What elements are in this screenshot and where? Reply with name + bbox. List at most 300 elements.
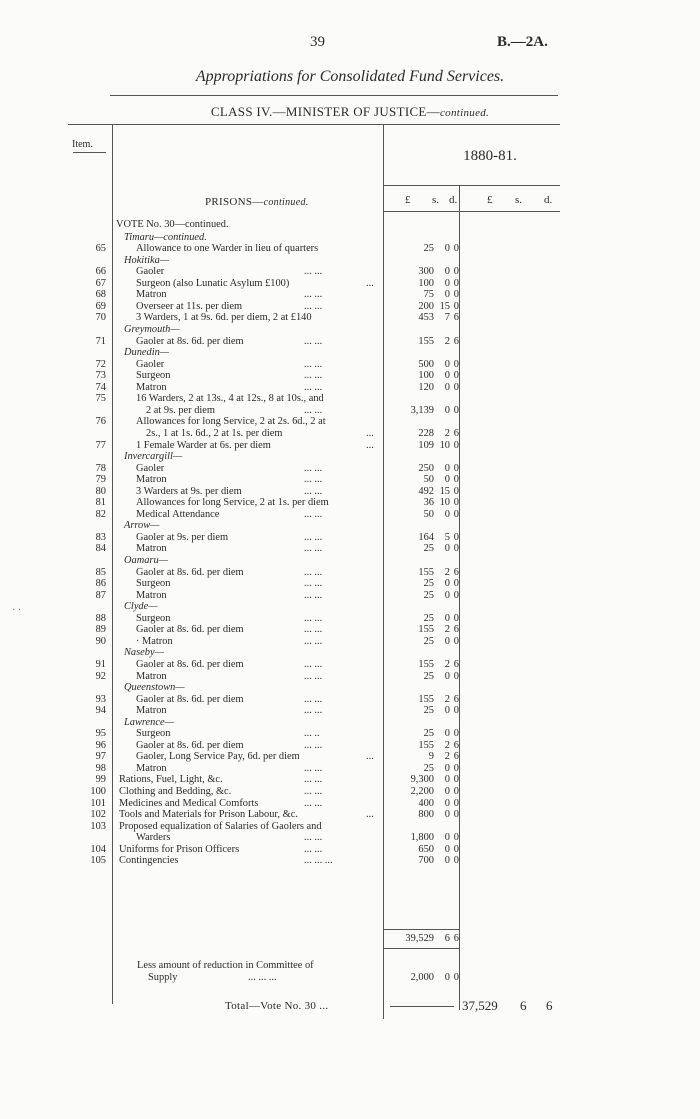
amount-pounds: 155: [418, 624, 434, 636]
item-header-rule: [73, 152, 106, 153]
item-description: Surgeon: [136, 612, 171, 624]
leader-dots: ... ...: [304, 335, 323, 347]
item-number: 98: [95, 762, 106, 774]
table-row: [0, 798, 560, 809]
reduction-pence: 0: [453, 972, 459, 983]
item-number: 73: [95, 370, 106, 382]
amount-pounds: 25: [423, 243, 434, 255]
item-column-header: Item.: [72, 139, 93, 150]
amount-pence: 0: [453, 809, 459, 821]
item-number: 74: [95, 381, 106, 393]
table-row: [0, 509, 560, 520]
subtotal-bottom-rule: [384, 948, 460, 949]
item-number: 94: [95, 705, 106, 717]
table-row: [0, 486, 560, 497]
item-description: Overseer at 11s. per diem: [136, 300, 243, 312]
amount-pence: 0: [453, 855, 459, 867]
table-row: [0, 266, 560, 277]
item-description: Allowance to one Warder in lieu of quarters: [136, 243, 319, 255]
amount-pounds: 1,800: [410, 832, 434, 844]
district-heading: [0, 451, 560, 462]
amount-pounds: 400: [418, 797, 434, 809]
leader-dots: ... ...: [304, 358, 323, 370]
amount-pence: 0: [453, 728, 459, 740]
vote-total-label-rest: —Vote No. 30: [248, 1000, 317, 1012]
item-number: 90: [95, 635, 106, 647]
amount-shillings: 2: [444, 427, 450, 439]
item-description: Proposed equalization of Salaries of Gaolers and: [119, 820, 322, 832]
item-description: Gaoler: [136, 462, 165, 474]
leader-dots: ... ...: [304, 739, 323, 751]
total-dash-rule: [390, 1006, 454, 1007]
amount-pence: 6: [453, 566, 459, 578]
item-description: 2s., 1 at 1s. 6d., 2 at 1s. per diem: [146, 427, 283, 439]
amount-pence: 0: [453, 797, 459, 809]
table-row: [0, 786, 560, 797]
item-description: Timaru—continued.: [124, 231, 207, 243]
leader-dots: ... ...: [304, 531, 323, 543]
leader-dots: ... ..: [304, 728, 320, 740]
class-heading: [0, 104, 700, 120]
item-number: 75: [95, 393, 106, 405]
item-number: 103: [90, 820, 106, 832]
col-header-pounds-2: £: [487, 194, 493, 206]
amount-pence: 0: [453, 266, 459, 278]
amount-shillings: 2: [444, 739, 450, 751]
item-number: 76: [95, 416, 106, 428]
table-row: [0, 463, 560, 474]
vote-heading: [0, 219, 560, 230]
table-row: [0, 855, 560, 866]
leader-dots: ... ...: [304, 693, 323, 705]
table-row: [0, 359, 560, 370]
item-description: 2 at 9s. per diem: [146, 404, 215, 416]
item-description: 1 Female Warder at 6s. per diem: [136, 439, 271, 451]
amount-shillings: 2: [444, 335, 450, 347]
item-number: 81: [95, 497, 106, 509]
table-row: [0, 312, 560, 323]
amount-pounds: 25: [423, 635, 434, 647]
district-heading: [0, 347, 560, 358]
amount-pence: 0: [453, 762, 459, 774]
vote-total-pence: 6: [546, 998, 553, 1013]
amount-pence: 0: [453, 589, 459, 601]
table-row: [0, 671, 560, 682]
item-number: 89: [95, 624, 106, 636]
table-row: [0, 809, 560, 820]
amount-pence: 0: [453, 786, 459, 797]
amount-pence: 0: [453, 289, 459, 301]
item-description: Queenstown—: [124, 682, 185, 693]
leader-dots: ... ...: [304, 797, 323, 809]
table-row: [0, 763, 560, 774]
table-row: [0, 821, 560, 832]
table-row: [0, 624, 560, 635]
amount-pence: 6: [453, 751, 459, 763]
leader-dots: ... ...: [304, 589, 323, 601]
table-row: [0, 497, 560, 508]
amount-shillings: 2: [444, 624, 450, 636]
subtotal-top-rule: [384, 929, 460, 930]
amount-pence: 6: [453, 624, 459, 636]
leader-dots: ... ...: [304, 774, 323, 786]
amount-pounds: 155: [418, 335, 434, 347]
amount-shillings: 0: [444, 578, 450, 589]
item-description: Warders: [136, 832, 171, 844]
item-description: Surgeon: [136, 370, 171, 382]
col-header-pence-2: d.: [544, 194, 553, 206]
subtotal-shillings: 6: [444, 933, 450, 944]
item-description: Gaoler at 8s. 6d. per diem: [136, 693, 244, 705]
item-number: 93: [95, 693, 106, 705]
amount-pounds: 75: [423, 289, 434, 301]
leader-dots: ... ...: [304, 300, 323, 312]
amount-pence: 0: [453, 531, 459, 543]
leader-dots: ... ...: [304, 404, 323, 416]
item-number: 96: [95, 739, 106, 751]
title-rule: [110, 95, 558, 96]
item-number: 87: [95, 589, 106, 601]
item-description: Lawrence—: [124, 716, 174, 728]
column-header-rule: [384, 211, 560, 212]
item-description: Gaoler at 8s. 6d. per diem: [136, 658, 244, 670]
district-heading: [0, 255, 560, 266]
amount-pence: 0: [453, 543, 459, 555]
amount-pounds: 500: [418, 358, 434, 370]
col-header-shillings-2: s.: [515, 194, 523, 206]
item-description: Matron: [136, 543, 167, 555]
item-description: Tools and Materials for Prison Labour, &c.: [119, 809, 298, 821]
amount-pence: 0: [453, 832, 459, 844]
amount-pounds: 228: [418, 427, 434, 439]
class-heading-main: CLASS IV.—MINISTER OF JUSTICE—: [210, 104, 440, 119]
table-row: [0, 428, 560, 439]
amount-pounds: 25: [423, 543, 434, 555]
district-heading: [0, 232, 560, 243]
item-description: Gaoler: [136, 358, 165, 370]
item-description: Matron: [136, 670, 167, 682]
amount-pounds: 2,200: [410, 786, 434, 797]
leader-dots: ... ...: [304, 658, 323, 670]
amount-shillings: 5: [444, 531, 450, 543]
subtotal-row: [0, 933, 560, 944]
amount-pence: 0: [453, 474, 459, 486]
item-description: Gaoler at 8s. 6d. per diem: [136, 624, 244, 636]
page-title: Appropriations for Consolidated Fund Services.: [195, 68, 505, 85]
item-number: 78: [95, 462, 106, 474]
amount-shillings: 0: [444, 474, 450, 486]
leader-dots: ... ...: [304, 670, 323, 682]
amount-pence: 0: [453, 774, 459, 786]
item-description: Dunedin—: [124, 347, 170, 359]
item-description: Matron: [136, 589, 167, 601]
item-number: 88: [95, 612, 106, 624]
amount-shillings: 2: [444, 751, 450, 763]
amount-shillings: 0: [444, 832, 450, 844]
table-row: [0, 832, 560, 843]
amount-pounds: 155: [418, 739, 434, 751]
item-description: 3 Warders, 1 at 9s. 6d. per diem, 2 at £140: [136, 312, 312, 324]
amount-pounds: 9,300: [410, 774, 434, 786]
amount-pounds: 50: [423, 474, 434, 486]
item-number: 82: [95, 508, 106, 520]
item-description: Medical Attendance: [136, 508, 220, 520]
amount-pounds: 492: [418, 485, 434, 497]
leader-dots: ... ... ...: [304, 855, 333, 867]
amount-shillings: 0: [444, 243, 450, 255]
leader-dots: ... ...: [304, 624, 323, 636]
leader-dots: ... ...: [304, 612, 323, 624]
table-row: [0, 578, 560, 589]
item-description: Arrow—: [124, 520, 160, 532]
amount-pence: 0: [453, 381, 459, 393]
amount-pounds: 25: [423, 670, 434, 682]
amount-pounds: 25: [423, 578, 434, 589]
amount-shillings: 0: [444, 266, 450, 278]
amount-pence: 0: [453, 485, 459, 497]
amount-shillings: 0: [444, 786, 450, 797]
leader-dots: ...: [366, 751, 374, 763]
amount-pounds: 200: [418, 300, 434, 312]
amount-shillings: 0: [444, 589, 450, 601]
item-number: 71: [95, 335, 106, 347]
amount-shillings: 0: [444, 404, 450, 416]
amount-pence: 6: [453, 335, 459, 347]
item-number: 95: [95, 728, 106, 740]
item-description: Matron: [136, 381, 167, 393]
table-row: [0, 301, 560, 312]
leader-dots: ... ...: [304, 578, 323, 589]
item-description: Clyde—: [124, 601, 158, 613]
item-description: Naseby—: [124, 647, 164, 659]
item-number: 67: [95, 277, 106, 289]
leader-dots: ... ...: [304, 462, 323, 474]
amount-shillings: 0: [444, 762, 450, 774]
table-top-rule: [68, 124, 560, 125]
page-number: 39: [310, 34, 325, 50]
amount-pence: 0: [453, 404, 459, 416]
amount-pounds: 25: [423, 728, 434, 740]
item-description: Allowances for long Service, 2 at 1s. per diem: [136, 497, 329, 509]
table-row: [0, 336, 560, 347]
amount-shillings: 0: [444, 381, 450, 393]
item-number: 92: [95, 670, 106, 682]
amount-shillings: 0: [444, 543, 450, 555]
amount-shillings: 2: [444, 658, 450, 670]
reduction-text-2: Supply: [148, 972, 178, 983]
vote-total-label: [225, 1000, 328, 1012]
col-header-shillings-1: s.: [432, 194, 440, 206]
table-row: [0, 636, 560, 647]
leader-dots: ... ...: [304, 832, 323, 844]
amount-pence: 0: [453, 439, 459, 451]
item-description: Clothing and Bedding, &c.: [119, 786, 232, 797]
amount-pounds: 100: [418, 277, 434, 289]
item-number: 66: [95, 266, 106, 278]
subtotal-pounds: 39,529: [405, 933, 434, 944]
amount-pounds: 25: [423, 589, 434, 601]
table-row: [0, 405, 560, 416]
item-description: Allowances for long Service, 2 at 2s. 6d., 2 at: [136, 416, 326, 428]
subtotal-pence: 6: [453, 933, 459, 944]
item-number: 85: [95, 566, 106, 578]
leader-dots: ... ...: [304, 705, 323, 717]
amount-shillings: 0: [444, 670, 450, 682]
section-title-main: PRISONS—: [205, 196, 264, 208]
vote-total-shillings: 6: [520, 998, 527, 1013]
amount-shillings: 7: [444, 312, 450, 324]
item-description: Gaoler at 9s. per diem: [136, 531, 229, 543]
amount-shillings: 0: [444, 289, 450, 301]
district-heading: [0, 647, 560, 658]
item-number: 77: [95, 439, 106, 451]
item-number: 105: [90, 855, 106, 867]
amount-pence: 0: [453, 635, 459, 647]
amount-pounds: 250: [418, 462, 434, 474]
item-description: Gaoler at 8s. 6d. per diem: [136, 335, 244, 347]
vote-total-label-main: Total: [225, 1000, 249, 1012]
amount-pounds: 453: [418, 312, 434, 324]
leader-dots: ...: [366, 427, 374, 439]
amount-shillings: 0: [444, 774, 450, 786]
item-description: Matron: [136, 474, 167, 486]
amount-pounds: 25: [423, 705, 434, 717]
leader-dots: ... ...: [304, 485, 323, 497]
leader-dots: ... ...: [304, 543, 323, 555]
leader-dots: ... ...: [304, 474, 323, 486]
amount-shillings: 10: [439, 439, 450, 451]
item-description: Contingencies: [119, 855, 179, 867]
vote-total-dots: ...: [319, 1000, 329, 1012]
section-title-continued: continued.: [263, 197, 309, 208]
amount-shillings: 15: [439, 300, 450, 312]
amount-pence: 6: [453, 312, 459, 324]
item-description: · Matron: [136, 635, 173, 647]
table-row: [0, 844, 560, 855]
leader-dots: ...: [366, 439, 374, 451]
col-header-pence-1: d.: [449, 194, 458, 206]
amount-pounds: 36: [423, 497, 434, 509]
item-description: Gaoler at 8s. 6d. per diem: [136, 566, 244, 578]
item-description: Surgeon (also Lunatic Asylum £100): [136, 277, 290, 289]
table-row: [0, 590, 560, 601]
reduction-pounds: 2,000: [410, 972, 434, 983]
item-number: 69: [95, 300, 106, 312]
leader-dots: ... ...: [304, 289, 323, 301]
amount-pence: 0: [453, 462, 459, 474]
amount-pence: 0: [453, 705, 459, 717]
col-header-pounds-1: £: [405, 194, 411, 206]
amount-pounds: 155: [418, 693, 434, 705]
item-description: Surgeon: [136, 728, 171, 740]
amount-pounds: 25: [423, 762, 434, 774]
amount-pence: 0: [453, 370, 459, 382]
item-number: 72: [95, 358, 106, 370]
table-row: [0, 382, 560, 393]
amount-pounds: 164: [418, 531, 434, 543]
amount-pounds: 9: [428, 751, 434, 763]
amount-pence: 0: [453, 612, 459, 624]
amount-shillings: 0: [444, 370, 450, 382]
item-description: Matron: [136, 705, 167, 717]
item-number: 100: [90, 786, 106, 797]
table-row: [0, 613, 560, 624]
amount-shillings: 15: [439, 485, 450, 497]
table-row: [0, 705, 560, 716]
table-row: [0, 740, 560, 751]
item-number: 104: [90, 843, 106, 855]
item-description: Invercargill—: [124, 451, 183, 462]
district-heading: [0, 601, 560, 612]
table-row: [0, 416, 560, 427]
item-number: 79: [95, 474, 106, 486]
reduction-line-2: [0, 972, 560, 983]
item-description: Rations, Fuel, Light, &c.: [119, 774, 223, 786]
table-row: [0, 289, 560, 300]
amount-pence: 0: [453, 670, 459, 682]
amount-pence: 0: [453, 300, 459, 312]
district-heading: [0, 682, 560, 693]
item-description: 16 Warders, 2 at 13s., 4 at 12s., 8 at 10s., and: [136, 393, 324, 405]
amount-shillings: 10: [439, 497, 450, 509]
document-code: B.—2A.: [497, 34, 548, 50]
amount-pounds: 800: [418, 809, 434, 821]
leader-dots: ... ...: [304, 566, 323, 578]
item-description: Gaoler: [136, 266, 165, 278]
item-number: 91: [95, 658, 106, 670]
item-description: Surgeon: [136, 578, 171, 589]
section-title: [205, 196, 309, 208]
item-number: 83: [95, 531, 106, 543]
item-number: 84: [95, 543, 106, 555]
amount-pence: 6: [453, 427, 459, 439]
amount-pounds: 155: [418, 658, 434, 670]
amount-pence: 6: [453, 658, 459, 670]
table-row: [0, 474, 560, 485]
amount-pounds: 700: [418, 855, 434, 867]
leader-dots: ...: [366, 277, 374, 289]
amount-shillings: 2: [444, 693, 450, 705]
leader-dots: ... ...: [304, 786, 323, 797]
amount-shillings: 0: [444, 612, 450, 624]
leader-dots: ... ...: [304, 266, 323, 278]
item-number: 102: [90, 809, 106, 821]
amount-shillings: 0: [444, 797, 450, 809]
item-number: 70: [95, 312, 106, 324]
amount-shillings: 0: [444, 809, 450, 821]
amount-pounds: 3,139: [410, 404, 434, 416]
amount-shillings: 0: [444, 705, 450, 717]
item-description: VOTE No. 30—continued.: [116, 219, 229, 230]
margin-marks: · ·: [12, 605, 22, 616]
leader-dots: ... ...: [304, 381, 323, 393]
table-row: [0, 543, 560, 554]
amount-pence: 0: [453, 358, 459, 370]
amount-pounds: 109: [418, 439, 434, 451]
leader-dots: ... ...: [304, 508, 323, 520]
table-row: [0, 751, 560, 762]
leader-dots: ...: [366, 809, 374, 821]
table-row: [0, 728, 560, 739]
item-number: 97: [95, 751, 106, 763]
table-row: [0, 694, 560, 705]
amount-shillings: 2: [444, 566, 450, 578]
table-row: [0, 659, 560, 670]
item-number: 68: [95, 289, 106, 301]
amount-pounds: 100: [418, 370, 434, 382]
item-description: Gaoler, Long Service Pay, 6d. per diem: [136, 751, 300, 763]
amount-shillings: 0: [444, 508, 450, 520]
